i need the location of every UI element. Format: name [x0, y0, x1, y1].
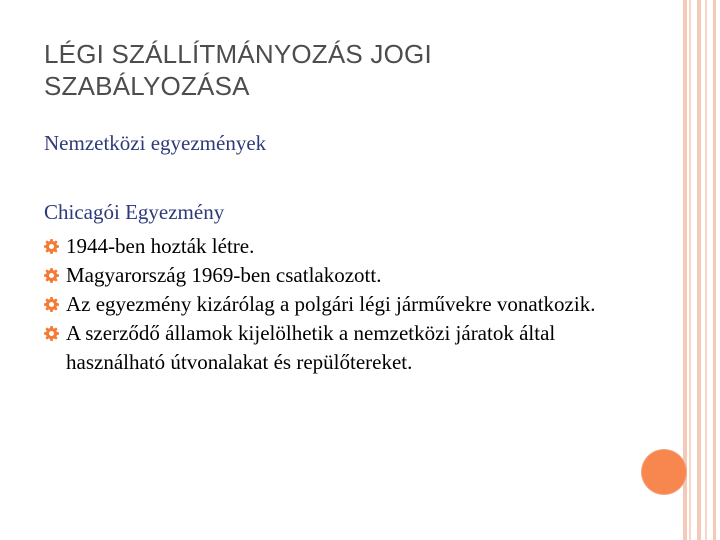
- bullet-text: Magyarország 1969-ben csatlakozott.: [66, 263, 382, 287]
- bullet-list: [44, 232, 604, 377]
- bullet-text: Az egyezmény kizárólag a polgári légi járművekre vonatkozik.: [66, 292, 596, 316]
- slide-title: [44, 38, 604, 102]
- decorative-stripe: [713, 0, 716, 540]
- decorative-stripe: [697, 0, 701, 540]
- accent-circle: [642, 450, 686, 494]
- decorative-stripe: [705, 0, 707, 540]
- slide-title-line: SZABÁLYOZÁSA: [44, 71, 250, 101]
- section-heading: Chicagói Egyezmény: [44, 200, 225, 224]
- decorative-stripe: [689, 0, 691, 540]
- gear-icon: [44, 239, 59, 254]
- slide-title-line: LÉGI SZÁLLÍTMÁNYOZÁS JOGI: [44, 39, 432, 69]
- bullet-item: [44, 290, 604, 319]
- bullet-item: [44, 319, 604, 377]
- gear-icon: [44, 297, 59, 312]
- decorative-stripe: [683, 0, 687, 540]
- gear-icon: [44, 326, 59, 341]
- slide-subtitle: Nemzetközi egyezmények: [44, 131, 267, 155]
- bullet-text: A szerződő államok kijelölhetik a nemzetközi járatok által használható útvonalakat és repülőtereket.: [66, 321, 556, 374]
- bullet-item: [44, 232, 604, 261]
- gear-icon: [44, 268, 59, 283]
- bullet-item: [44, 261, 604, 290]
- bullet-text: 1944-ben hozták létre.: [66, 234, 255, 258]
